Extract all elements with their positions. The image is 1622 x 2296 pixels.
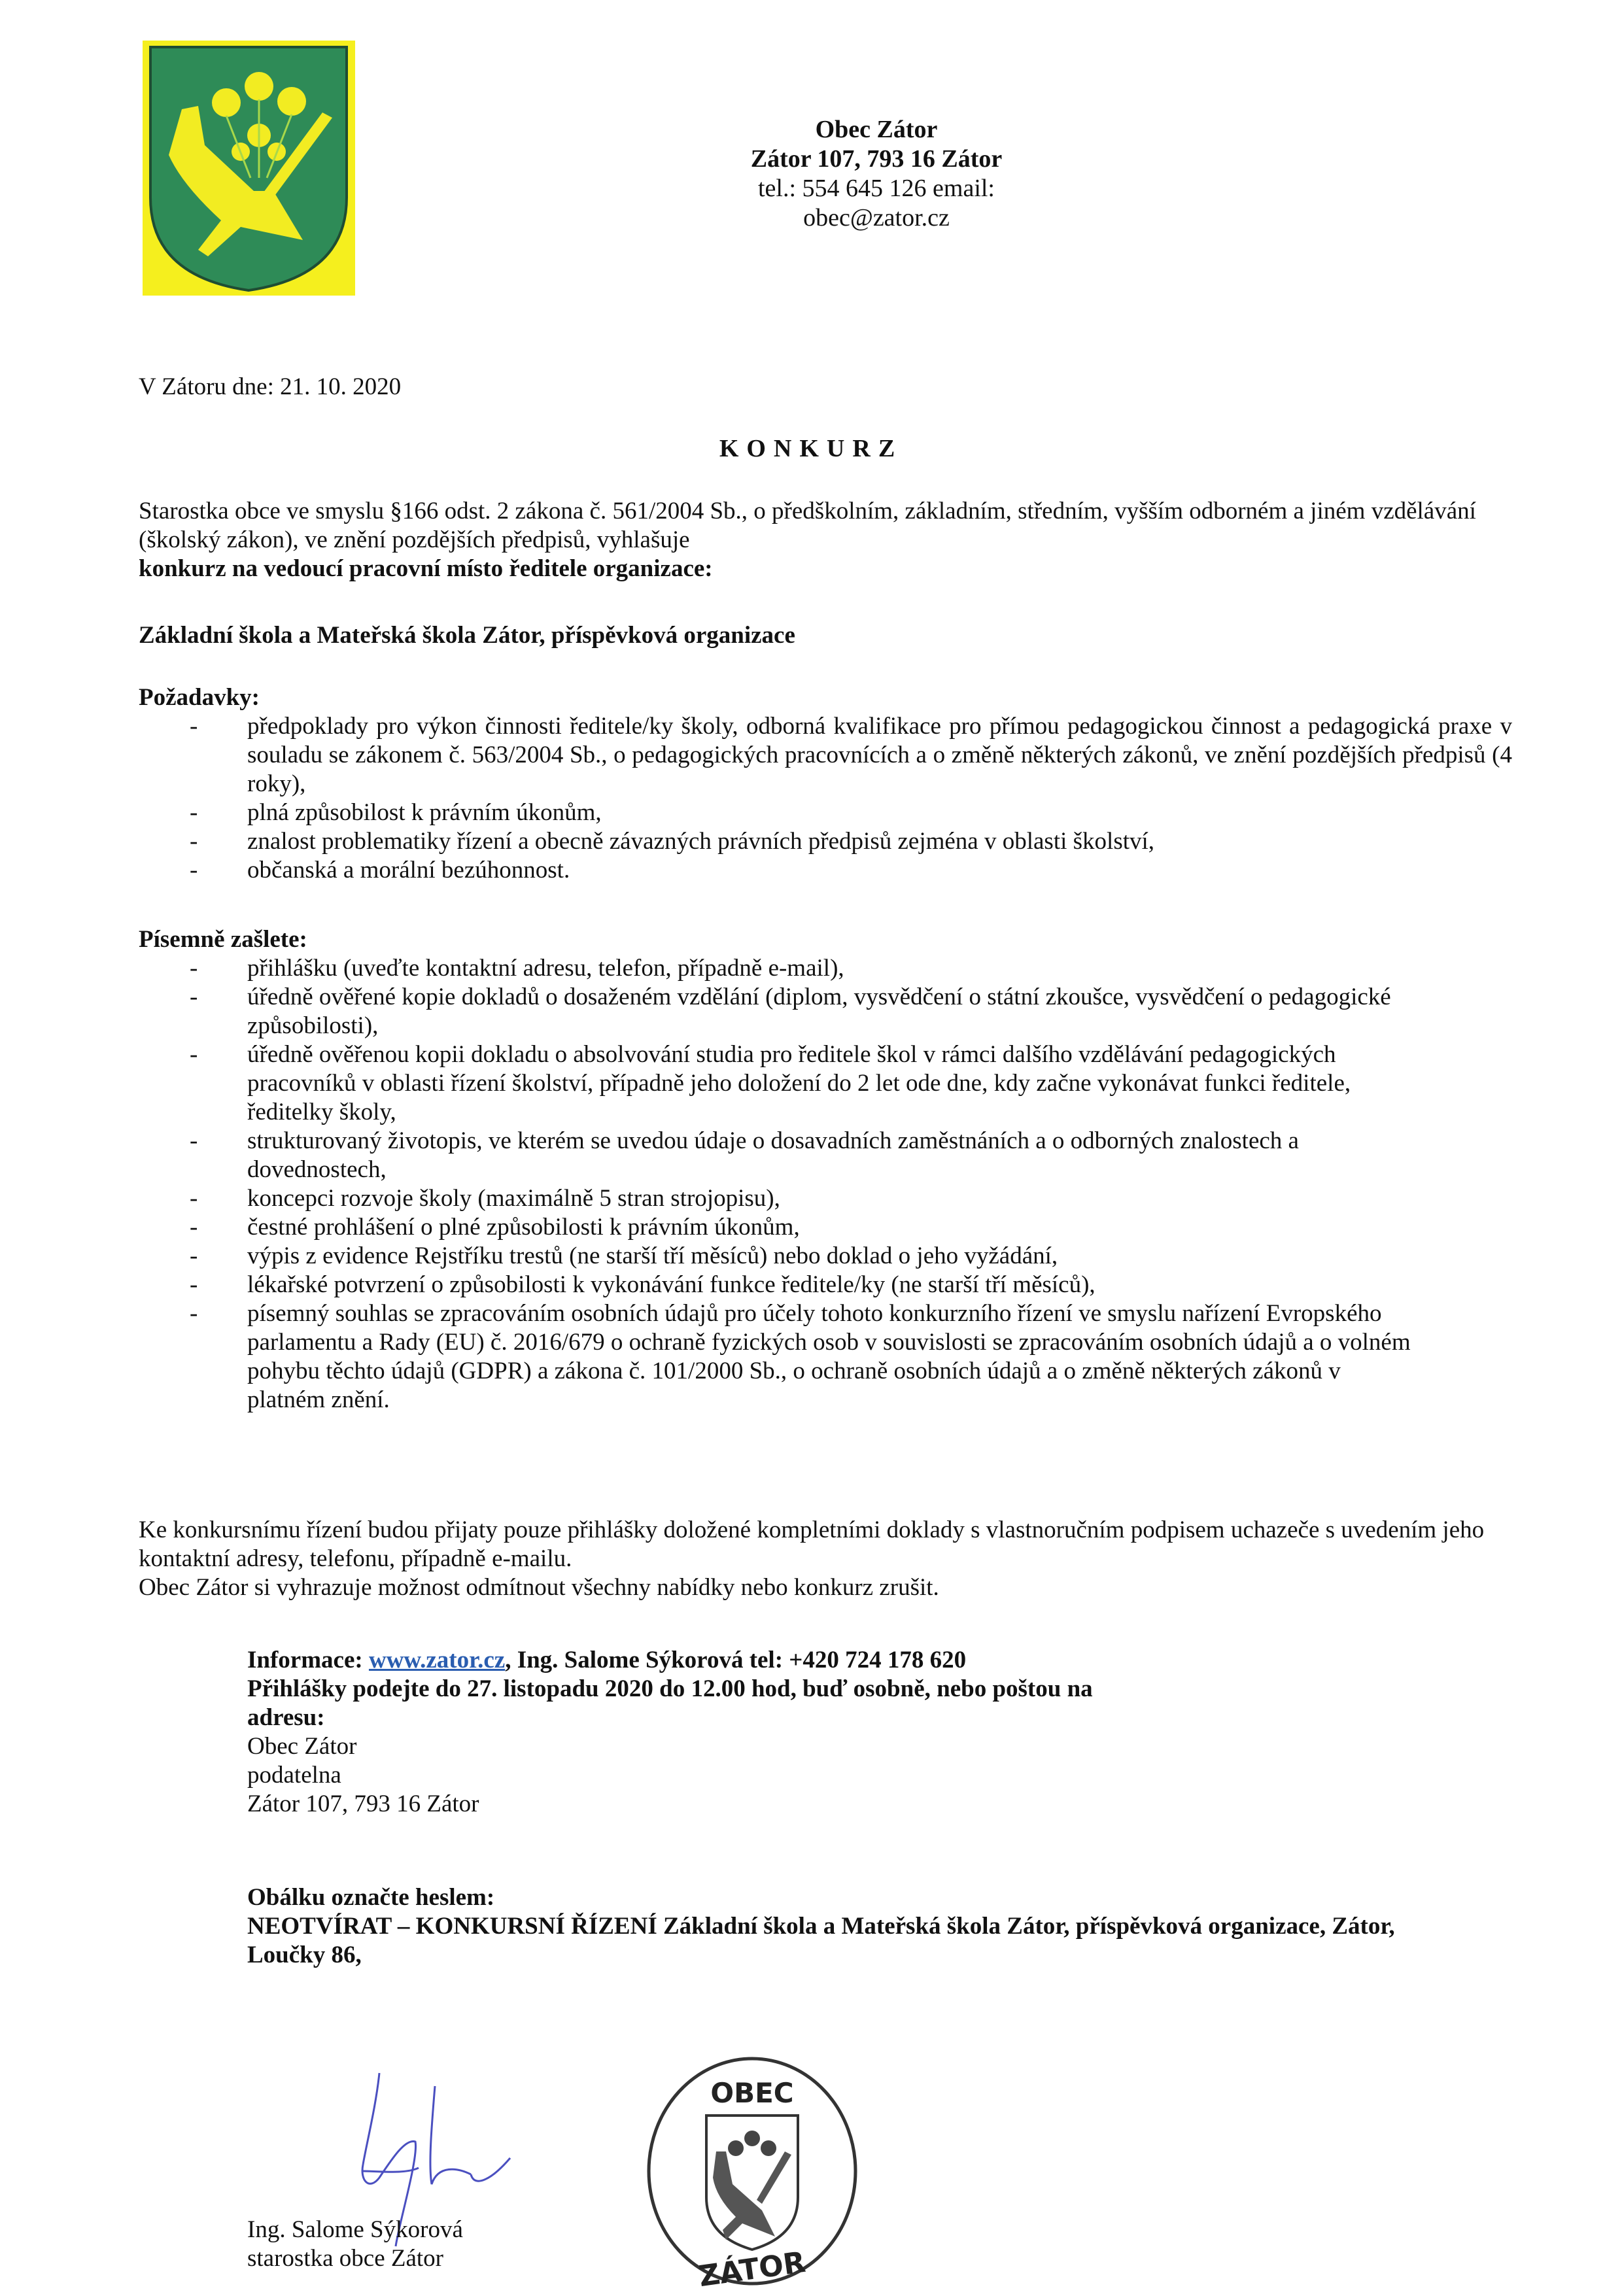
dash-bullet: - xyxy=(190,955,198,982)
dash-bullet: - xyxy=(190,828,198,855)
dash-bullet: - xyxy=(190,1127,198,1154)
list-item: - plná způsobilost k právním úkonům, xyxy=(190,799,602,826)
org-address: Zátor 107, 793 16 Zátor xyxy=(750,145,1003,173)
list-item: - strukturovaný životopis, ve kterém se uvedou údaje o dosavadních zaměstnáních a o odborných znalostech a dovednostech, xyxy=(190,1127,1299,1183)
envelope-text: NEOTVÍRAT – KONKURSNÍ ŘÍZENÍ Základní škola a Mateřská škola Zátor, příspěvková organizace, Zátor, Loučky 86, xyxy=(247,1913,1395,1968)
envelope-block xyxy=(247,1883,1555,1970)
info-label: Informace: xyxy=(247,1647,369,1673)
dash-bullet: - xyxy=(190,1271,198,1298)
closing-line-2: Obec Zátor si vyhrazuje možnost odmítnout všechny nabídky nebo konkurz zrušit. xyxy=(139,1574,939,1601)
closing-paragraph xyxy=(139,1516,1512,1602)
address-line: podatelna xyxy=(247,1762,341,1789)
letterhead xyxy=(693,115,1060,233)
info-contact: , Ing. Salome Sýkorová tel: +420 724 178 620 xyxy=(505,1647,967,1673)
list-item: - lékařské potvrzení o způsobilosti k vykonávání funkce ředitele/ky (ne starší tří měsíců), xyxy=(190,1271,1096,1298)
envelope-heading: Obálku označte heslem: xyxy=(247,1884,495,1911)
documents-heading: Písemně zašlete: xyxy=(139,926,307,953)
intro-text: Starostka obce ve smyslu §166 odst. 2 zákona č. 561/2004 Sb., o předškolním, základním, středním, vyšším odborném a jiném vzdělávání (školský zákon), ve znění pozdějších předpisů, vyhlašuje xyxy=(139,498,1476,553)
dash-bullet: - xyxy=(190,1041,198,1068)
announcement: konkurz na vedoucí pracovní místo ředitele organizace: xyxy=(139,555,713,582)
signer-block xyxy=(247,2216,463,2273)
dash-bullet: - xyxy=(190,1214,198,1241)
list-item: - koncepci rozvoje školy (maximálně 5 stran strojopisu), xyxy=(190,1185,780,1212)
list-item: - znalost problematiky řízení a obecně závazných právních předpisů zejména v oblasti školství, xyxy=(190,828,1155,855)
list-item: - předpoklady pro výkon činnosti ředitele/ky školy, odborná kvalifikace pro přímou pedagogickou činnost a pedagogická praxe v souladu se zákonem č. 563/2004 Sb., o pedagogických pracovnících a o změně některých zákonů, ve znění pozdějších předpisů (4 roky), xyxy=(190,713,1512,797)
list-item: - čestné prohlášení o plné způsobilosti k právním úkonům, xyxy=(190,1214,800,1241)
list-item: - výpis z evidence Rejstříku trestů (ne starší tří měsíců) nebo doklad o jeho vyžádání, xyxy=(190,1242,1058,1269)
date-line: V Zátoru dne: 21. 10. 2020 xyxy=(139,373,402,400)
dash-bullet: - xyxy=(190,857,198,883)
requirements-section xyxy=(139,683,1512,885)
documents-section xyxy=(139,925,1512,1414)
org-name: Obec Zátor xyxy=(815,116,938,143)
address-line: Obec Zátor xyxy=(247,1733,357,1760)
signer-name: Ing. Salome Sýkorová xyxy=(247,2216,463,2243)
stamp-bottom-text: ZÁTOR xyxy=(697,2245,808,2289)
requirements-heading: Požadavky: xyxy=(139,684,260,711)
requirements-list xyxy=(139,712,1512,885)
list-item: - úředně ověřenou kopii dokladu o absolvování studia pro ředitele škol v rámci dalšího vzdělávání pedagogických pracovníků v oblasti řízení školství, případně jeho doložení do 2 let ode dne, kdy začne vykonávat funkci ředitele, ředitelky školy, xyxy=(190,1041,1351,1125)
list-item: - občanská a morální bezúhonnost. xyxy=(190,857,570,883)
dash-bullet: - xyxy=(190,1242,198,1269)
school-name: Základní škola a Mateřská škola Zátor, příspěvková organizace xyxy=(139,622,795,649)
dash-bullet: - xyxy=(190,1185,198,1212)
official-stamp xyxy=(644,2053,860,2289)
list-item: - přihlášku (uveďte kontaktní adresu, telefon, případně e-mail), xyxy=(190,955,844,982)
address-line: Zátor 107, 793 16 Zátor xyxy=(247,1791,479,1817)
dash-bullet: - xyxy=(190,799,198,826)
deadline: Přihlášky podejte do 27. listopadu 2020 do 12.00 hod, buď osobně, nebo poštou na adresu: xyxy=(247,1675,1093,1731)
list-item: - úředně ověřené kopie dokladů o dosaženém vzdělání (diplom, vysvědčení o státní zkoušce, vysvědčení o pedagogické způsobilosti), xyxy=(190,984,1391,1039)
dash-bullet: - xyxy=(190,1300,198,1327)
website-link[interactable]: www.zator.cz xyxy=(368,1647,506,1673)
document-title: KONKURZ xyxy=(719,435,903,462)
coat-of-arms-icon xyxy=(143,41,355,296)
org-email: obec@zator.cz xyxy=(803,204,950,231)
dash-bullet: - xyxy=(190,713,198,740)
list-item: - písemný souhlas se zpracováním osobních údajů pro účely tohoto konkurzního řízení ve smyslu nařízení Evropského parlamentu a Rady (EU) č. 2016/679 o ochraně fyzických osob v souvislosti se zpracováním osobních údajů a o volném pohybu těchto údajů (GDPR) a zákona č. 101/2000 Sb., o ochraně osobních údajů a o změně některých zákonů v platném znění. xyxy=(190,1300,1411,1413)
stamp-top-text: OBEC xyxy=(710,2077,794,2109)
documents-list xyxy=(139,954,1421,1414)
org-contact: tel.: 554 645 126 email: xyxy=(757,175,995,202)
intro-paragraph xyxy=(139,497,1499,583)
closing-line-1: Ke konkursnímu řízení budou přijaty pouze přihlášky doložené kompletními doklady s vlastnoručním podpisem uchazeče s uvedením jeho kontaktní adresy, telefonu, případně e-mailu. xyxy=(139,1516,1485,1572)
signer-role: starostka obce Zátor xyxy=(247,2245,443,2272)
info-line xyxy=(247,1646,1424,1675)
municipality-logo xyxy=(143,41,355,296)
stamp-icon xyxy=(644,2053,860,2289)
info-block xyxy=(247,1646,1424,1819)
dash-bullet: - xyxy=(190,984,198,1010)
